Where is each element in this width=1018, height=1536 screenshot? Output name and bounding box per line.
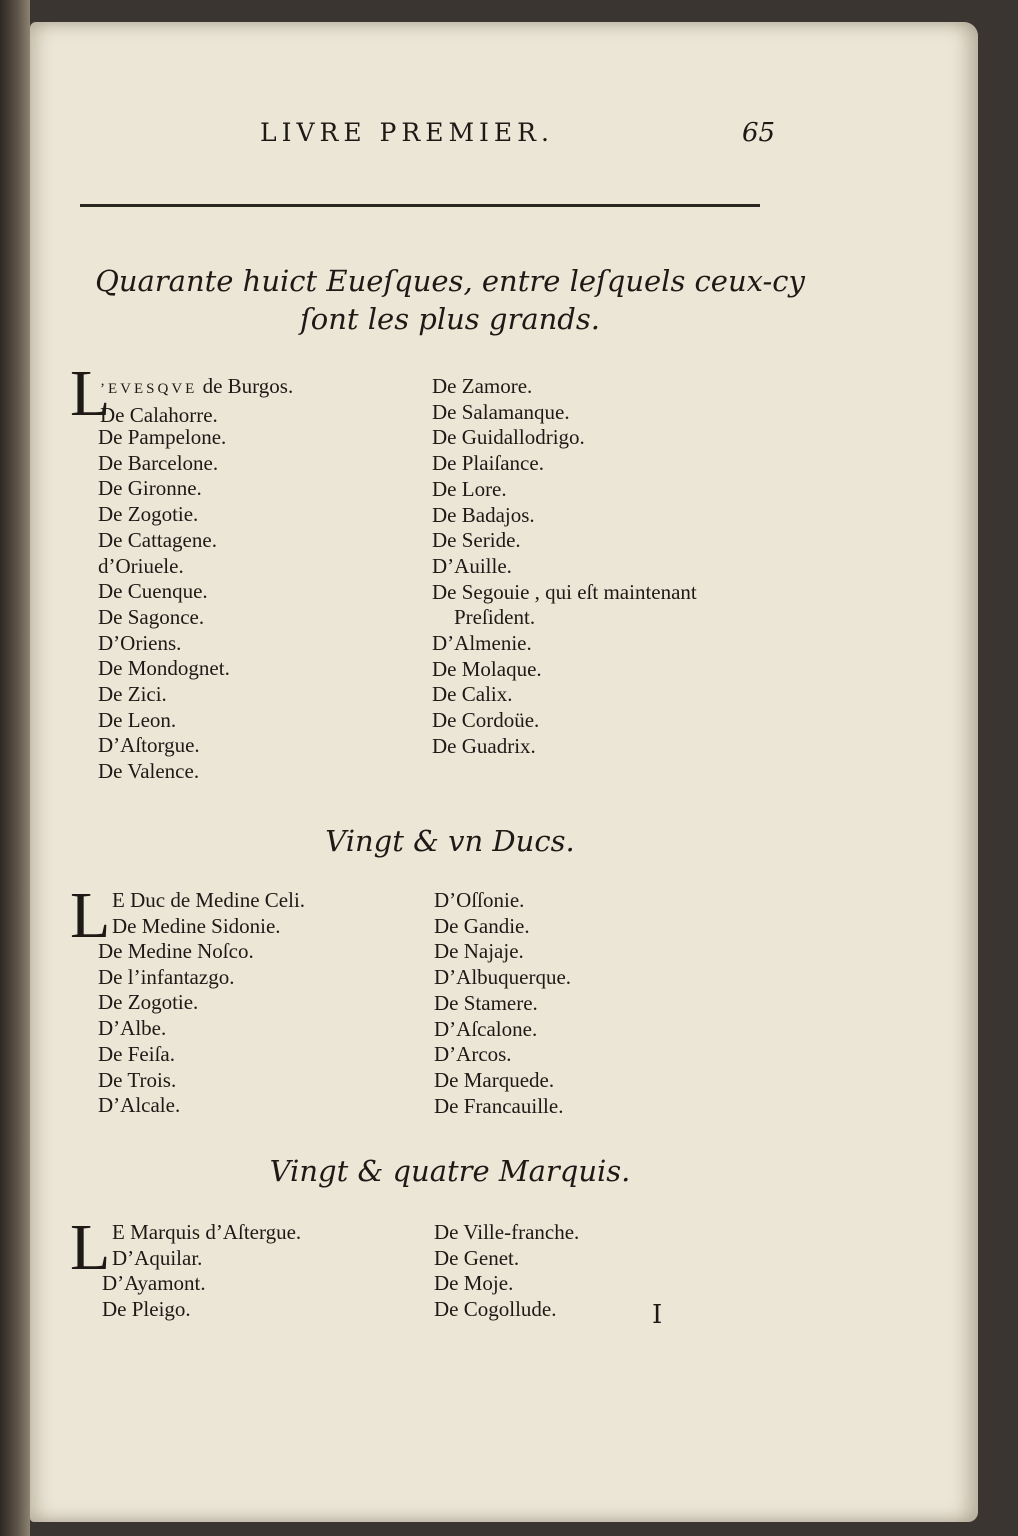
book-page bbox=[30, 22, 978, 1522]
list-item: De Medine Noſco. bbox=[98, 939, 254, 963]
list-item: De Zamore. bbox=[432, 374, 533, 398]
list-item: De Trois. bbox=[98, 1067, 177, 1092]
list-item: De Leon. bbox=[98, 707, 177, 732]
running-title: LIVRE PREMIER. bbox=[260, 118, 554, 147]
marquises-left-column-cont bbox=[102, 1271, 206, 1322]
list-item: D’Almenie. bbox=[432, 631, 532, 656]
list-item: De Francauille. bbox=[434, 1093, 564, 1118]
list-item: De Stamere. bbox=[434, 990, 538, 1015]
list-item: De Cogollude. bbox=[434, 1297, 557, 1322]
signature-mark: I bbox=[652, 1300, 663, 1330]
list-item: d’Oriuele. bbox=[98, 553, 184, 578]
header-rule bbox=[80, 204, 760, 207]
list-item: D’Arcos. bbox=[434, 1042, 512, 1067]
list-item: De Cordoüe. bbox=[432, 708, 540, 733]
list-item: D’Aſcalone. bbox=[434, 1016, 538, 1041]
facing-page-edge bbox=[0, 0, 30, 1536]
list-item: De l’infantazgo. bbox=[98, 964, 235, 989]
dukes-left-column-cont bbox=[98, 939, 254, 1119]
dukes-left-column bbox=[112, 888, 305, 939]
list-item: E Duc de Medine Celi. bbox=[112, 888, 306, 912]
list-item: De Gandie. bbox=[434, 913, 530, 938]
list-item: De Moje. bbox=[434, 1271, 514, 1296]
list-item: De Mondognet. bbox=[98, 656, 230, 681]
list-item: De Gironne. bbox=[98, 476, 202, 501]
bishops-left-column bbox=[100, 374, 293, 428]
dukes-right-column bbox=[434, 888, 571, 1119]
list-item: De Guadrix. bbox=[432, 733, 536, 758]
list-item: De Plaiſance. bbox=[432, 451, 544, 476]
list-item: De Molaque. bbox=[432, 656, 542, 681]
list-item: De Valence. bbox=[98, 759, 200, 784]
section-title-line: Quarante huict Eueſques, entre leſquels ceux-cy bbox=[95, 264, 805, 298]
list-item: D’Aquilar. bbox=[112, 1245, 203, 1270]
list-item: De Pampelone. bbox=[98, 425, 227, 449]
list-item: De Zici. bbox=[98, 682, 167, 707]
list-item: De Barcelone. bbox=[98, 450, 219, 475]
section-title-line: ſont les plus grands. bbox=[300, 302, 600, 336]
list-item: D’Aſtorgue. bbox=[98, 733, 200, 758]
list-item: De Zogotie. bbox=[98, 502, 199, 527]
drop-cap: L bbox=[70, 1211, 111, 1284]
list-item: D’Oſſonie. bbox=[434, 888, 525, 912]
drop-cap: L bbox=[70, 357, 111, 430]
section-title-line: Vingt & quatre Marquis. bbox=[269, 1154, 631, 1188]
list-item: De Genet. bbox=[434, 1245, 520, 1270]
list-item: D’Auille. bbox=[432, 553, 512, 578]
page-number: 65 bbox=[742, 118, 776, 148]
list-item: D’Oriens. bbox=[98, 630, 182, 655]
list-item: De Cuenque. bbox=[98, 579, 208, 604]
marquises-left-column bbox=[112, 1220, 301, 1271]
drop-cap: L bbox=[70, 879, 111, 952]
list-item: De Guidallodrigo. bbox=[432, 425, 585, 450]
list-item: D’Ayamont. bbox=[102, 1271, 206, 1295]
list-item: De Zogotie. bbox=[98, 990, 199, 1015]
list-item: De Segouie , qui eſt maintenant bbox=[432, 579, 697, 604]
list-item: D’Albuquerque. bbox=[434, 965, 572, 990]
bishops-right-column bbox=[432, 374, 697, 760]
page-header bbox=[30, 118, 978, 158]
list-item: De Badajos. bbox=[432, 502, 535, 527]
list-item: De Lore. bbox=[432, 476, 507, 501]
section-title-marquises bbox=[30, 1152, 870, 1190]
list-item: De Feiſa. bbox=[98, 1041, 175, 1066]
list-item: De Marquede. bbox=[434, 1067, 555, 1092]
section-title-dukes bbox=[30, 822, 870, 860]
list-item: D’Albe. bbox=[98, 1016, 167, 1041]
list-item: De Pleigo. bbox=[102, 1296, 191, 1321]
list-item: ’EVESQVE de Burgos. bbox=[100, 374, 294, 398]
list-item: De Seride. bbox=[432, 528, 521, 553]
marquises-right-column bbox=[434, 1220, 579, 1323]
list-item: De Sagonce. bbox=[98, 604, 205, 629]
list-item: Preſident. bbox=[454, 605, 536, 630]
list-item: E Marquis d’Aſtergue. bbox=[112, 1220, 302, 1244]
list-item: De Calahorre. bbox=[100, 402, 218, 427]
section-title-bishops bbox=[30, 262, 870, 338]
list-item: De Calix. bbox=[432, 682, 513, 707]
list-item: De Najaje. bbox=[434, 939, 524, 964]
list-item: D’Alcale. bbox=[98, 1093, 181, 1118]
bishops-left-column-cont bbox=[98, 425, 230, 785]
list-item: De Salamanque. bbox=[432, 399, 570, 424]
list-item: De Ville-franche. bbox=[434, 1220, 580, 1244]
list-item: De Medine Sidonie. bbox=[112, 913, 281, 938]
list-item: De Cattagene. bbox=[98, 527, 217, 552]
section-title-line: Vingt & vn Ducs. bbox=[325, 824, 575, 858]
